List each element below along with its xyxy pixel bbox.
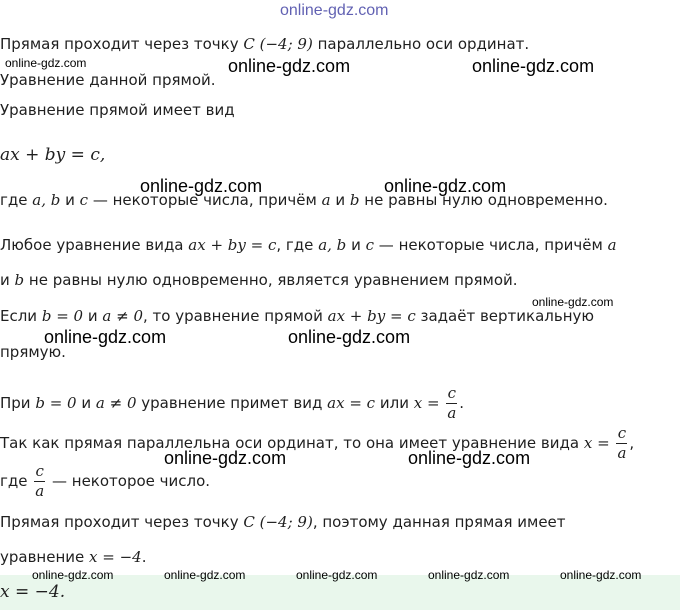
math: a, b [32, 191, 61, 209]
math: x = −4 [89, 548, 142, 566]
answer-text: x = −4. [0, 582, 66, 602]
text: где [0, 191, 28, 209]
text: Любое уравнение вида [0, 236, 184, 254]
line-1 [0, 34, 529, 54]
math: b [14, 271, 25, 289]
text: не равны нулю одновременно, является уравнением прямой. [28, 271, 518, 289]
text: уравнение [0, 548, 85, 566]
math: c [365, 236, 375, 254]
line-2: Уравнение данной прямой. [0, 71, 216, 89]
watermark: online-gdz.com [44, 327, 167, 347]
numerator: c [447, 384, 456, 402]
numerator: c [617, 424, 627, 442]
text: , поэтому данная прямая имеет [312, 513, 566, 531]
math: a ≠ 0 [102, 307, 143, 325]
text: , где [276, 236, 314, 254]
text: — некоторые числа, причём [378, 236, 603, 254]
watermark: online-gdz.com [560, 568, 642, 582]
watermark: online-gdz.com [428, 568, 510, 582]
text: — некоторые числа, причём [92, 191, 317, 209]
text: и [335, 191, 346, 209]
text: Прямая проходит через точку [0, 35, 239, 53]
denominator: a [617, 444, 627, 462]
text: и [0, 271, 10, 289]
watermark: online-gdz.com [532, 295, 614, 309]
watermark: online-gdz.com [384, 176, 507, 196]
line-7 [0, 270, 518, 290]
text: и [351, 236, 361, 254]
math: b = 0 [35, 394, 77, 412]
line-3: Уравнение прямой имеет вид [0, 101, 235, 119]
text: , [629, 434, 635, 452]
math: x = [583, 434, 610, 452]
point-c: C (−4; 9) [243, 513, 313, 531]
text: уравнение примет вид [141, 394, 323, 412]
math: b [349, 191, 360, 209]
fraction-c-over-a [446, 386, 457, 421]
text: и [81, 394, 92, 412]
text: При [0, 394, 31, 412]
line-8 [0, 306, 594, 326]
watermark-top: online-gdz.com [280, 2, 389, 19]
text: Прямая проходит через точку [0, 513, 239, 531]
fraction-c-over-a [34, 464, 45, 499]
math: ax + by = c [327, 307, 416, 325]
text: . [141, 548, 147, 566]
line-5 [0, 190, 608, 210]
point-c: C (−4; 9) [243, 35, 313, 53]
line-11 [0, 426, 634, 461]
text: — некоторое число. [52, 472, 211, 490]
watermark: online-gdz.com [296, 568, 378, 582]
math: ax = c [327, 394, 376, 412]
text: и [87, 307, 98, 325]
watermark: online-gdz.com [288, 327, 411, 347]
line-10 [0, 386, 464, 421]
fraction-c-over-a [616, 426, 627, 461]
math: ax + by = c [188, 236, 277, 254]
line-6 [0, 235, 617, 255]
line-12 [0, 464, 210, 499]
text: или [379, 394, 409, 412]
text: параллельно оси ординат. [317, 35, 530, 53]
denominator: a [35, 482, 45, 500]
text: не равны нулю одновременно. [364, 191, 608, 209]
line-14 [0, 547, 147, 567]
math: x = [413, 394, 440, 412]
line-13 [0, 512, 566, 532]
text: и [65, 191, 75, 209]
watermark: online-gdz.com [5, 56, 87, 70]
math: a, b [318, 236, 347, 254]
watermark: online-gdz.com [408, 448, 531, 468]
numerator: c [35, 462, 44, 480]
watermark: online-gdz.com [32, 568, 114, 582]
text: Если [0, 307, 38, 325]
text: Так как прямая параллельна оси ординат, то она имеет уравнение вида [0, 434, 580, 452]
math: a ≠ 0 [95, 394, 137, 412]
watermark: online-gdz.com [472, 56, 595, 76]
equation-general: ax + by = c, [0, 145, 106, 165]
watermark: online-gdz.com [228, 56, 351, 76]
watermark: online-gdz.com [140, 176, 263, 196]
watermark: online-gdz.com [164, 568, 246, 582]
text: где [0, 472, 28, 490]
line-9: прямую. [0, 343, 66, 361]
math: b = 0 [41, 307, 84, 325]
math: a [607, 236, 617, 254]
math: a [321, 191, 331, 209]
text: . [459, 394, 465, 412]
math: c [79, 191, 89, 209]
text: задаёт вертикальную [420, 307, 595, 325]
denominator: a [447, 404, 457, 422]
watermark: online-gdz.com [164, 448, 287, 468]
text: , то уравнение прямой [143, 307, 323, 325]
